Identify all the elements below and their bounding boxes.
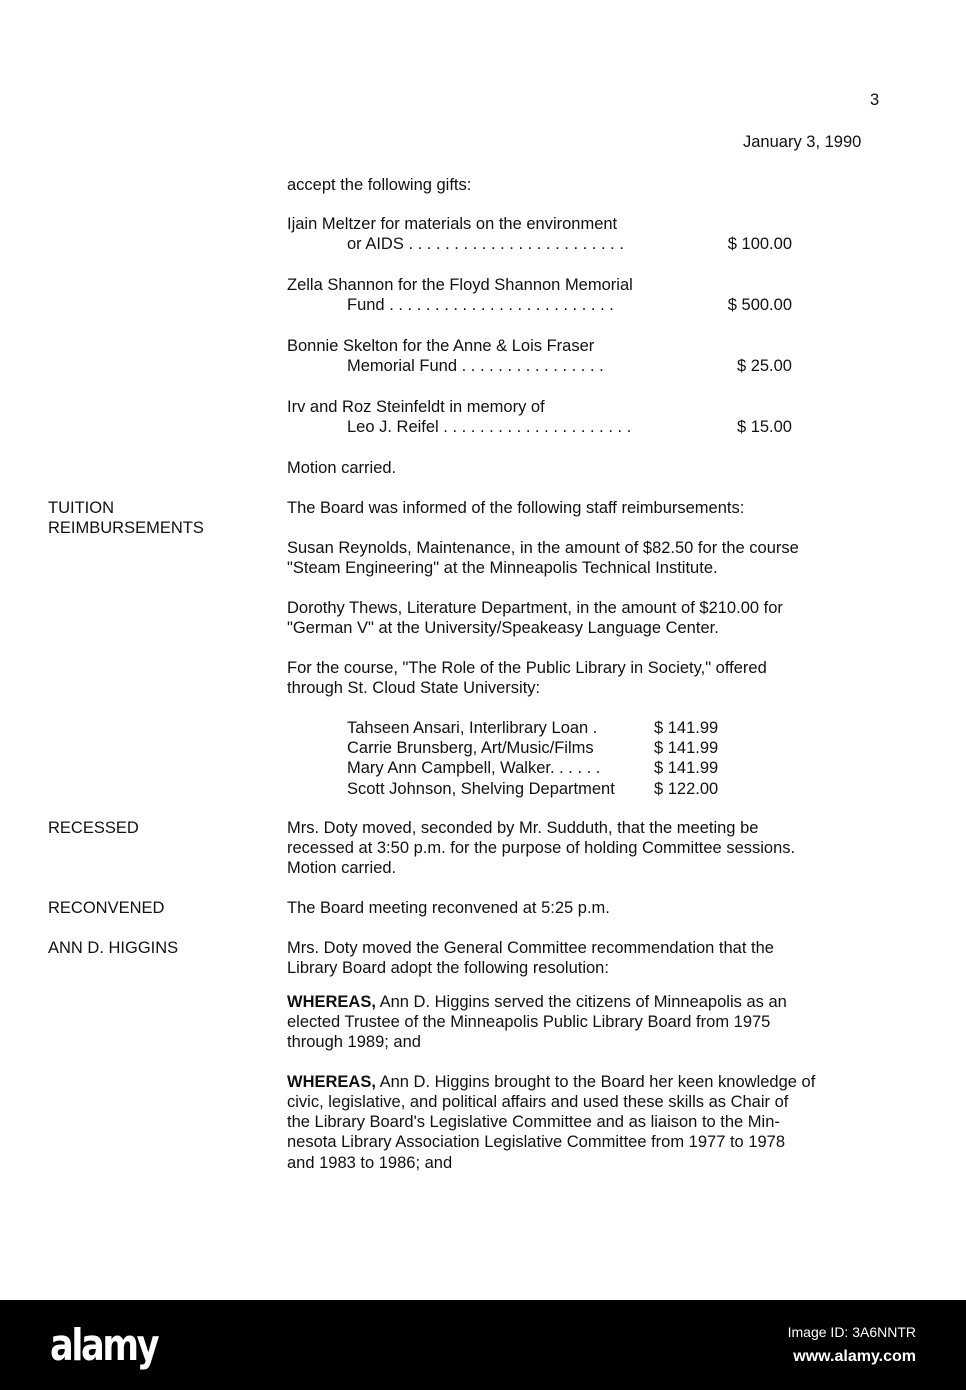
paragraph-line: nesota Library Association Legislative Committee from 1977 to 1978 [287,1133,786,1151]
paragraph-line: through St. Cloud State University: [287,679,541,697]
paragraph-line: For the course, "The Role of the Public Library in Society," offered [287,659,767,677]
reimbursement-amount: $ 141.99 [654,719,719,737]
reimbursement-name: Mary Ann Campbell, Walker. . . . . . [347,759,601,777]
section-heading: REIMBURSEMENTS [48,519,204,537]
reimbursement-name: Scott Johnson, Shelving Department [347,780,615,798]
gift-line: Irv and Roz Steinfeldt in memory of [287,398,545,416]
reimbursement-amount: $ 141.99 [654,759,719,777]
paragraph-line: "German V" at the University/Speakeasy Language Center. [287,619,719,637]
paragraph-line: through 1989; and [287,1033,421,1051]
paragraph-line: recessed at 3:50 p.m. for the purpose of holding Committee sessions. [287,839,796,857]
paragraph-line: and 1983 to 1986; and [287,1154,453,1172]
gift-line: Ijain Meltzer for materials on the environment [287,215,618,233]
paragraph-line [287,992,787,1012]
gift-line: Zella Shannon for the Floyd Shannon Memorial [287,276,633,294]
paragraph-line: "Steam Engineering" at the Minneapolis Technical Institute. [287,559,718,577]
gift-amount: $ 15.00 [736,418,792,436]
reimbursement-amount: $ 141.99 [654,739,719,757]
alamy-logo: alamy [50,1320,158,1371]
gift-line: Bonnie Skelton for the Anne & Lois Fraser [287,337,595,355]
reimbursement-name: Carrie Brunsberg, Art/Music/Films [347,739,594,757]
paragraph-line: Library Board adopt the following resolution: [287,959,609,977]
paragraph-line: Mrs. Doty moved the General Committee recommendation that the [287,939,774,957]
gift-amount: $ 100.00 [727,235,792,253]
paragraph-line: the Library Board's Legislative Committee and as liaison to the Min- [287,1113,780,1131]
reimbursement-name: Tahseen Ansari, Interlibrary Loan . [347,719,598,737]
gift-amount: $ 25.00 [736,357,792,375]
gift-line: Fund . . . . . . . . . . . . . . . . . . . . . . . . . [347,296,614,314]
paragraph-line [287,1072,815,1092]
paragraph-line: Susan Reynolds, Maintenance, in the amount of $82.50 for the course [287,539,799,557]
page-number: 3 [870,91,880,109]
watermark-banner [0,1300,966,1390]
paragraph-line: Dorothy Thews, Literature Department, in the amount of $210.00 for [287,599,783,617]
paragraph-line: elected Trustee of the Minneapolis Public Library Board from 1975 [287,1013,771,1031]
paragraph-line: Motion carried. [287,859,397,877]
text: Ann D. Higgins brought to the Board her keen knowledge of [375,1073,816,1091]
image-id: Image ID: 3A6NNTR [787,1324,916,1340]
motion-carried: Motion carried. [287,459,397,477]
text: Ann D. Higgins served the citizens of Minneapolis as an [375,993,787,1011]
gift-line: or AIDS . . . . . . . . . . . . . . . . . . . . . . . . [347,235,624,253]
section-heading: RECONVENED [48,899,165,917]
reimbursement-amount: $ 122.00 [654,780,719,798]
paragraph-line: The Board was informed of the following staff reimbursements: [287,499,745,517]
watermark-url: www.alamy.com [793,1348,916,1365]
gift-amount: $ 500.00 [727,296,792,314]
paragraph-line: civic, legislative, and political affairs and used these skills as Chair of [287,1093,789,1111]
section-heading: RECESSED [48,819,139,837]
paragraph-line: The Board meeting reconvened at 5:25 p.m. [287,899,610,917]
section-heading: TUITION [48,499,114,517]
document-date: January 3, 1990 [743,133,862,151]
whereas-label: WHEREAS, [287,1073,376,1091]
gifts-intro: accept the following gifts: [287,176,472,194]
paragraph-line: Mrs. Doty moved, seconded by Mr. Sudduth, that the meeting be [287,819,759,837]
gift-line: Memorial Fund . . . . . . . . . . . . . . . . [347,357,604,375]
section-heading: ANN D. HIGGINS [48,939,179,957]
whereas-label: WHEREAS, [287,993,376,1011]
gift-line: Leo J. Reifel . . . . . . . . . . . . . . . . . . . . . [347,418,632,436]
